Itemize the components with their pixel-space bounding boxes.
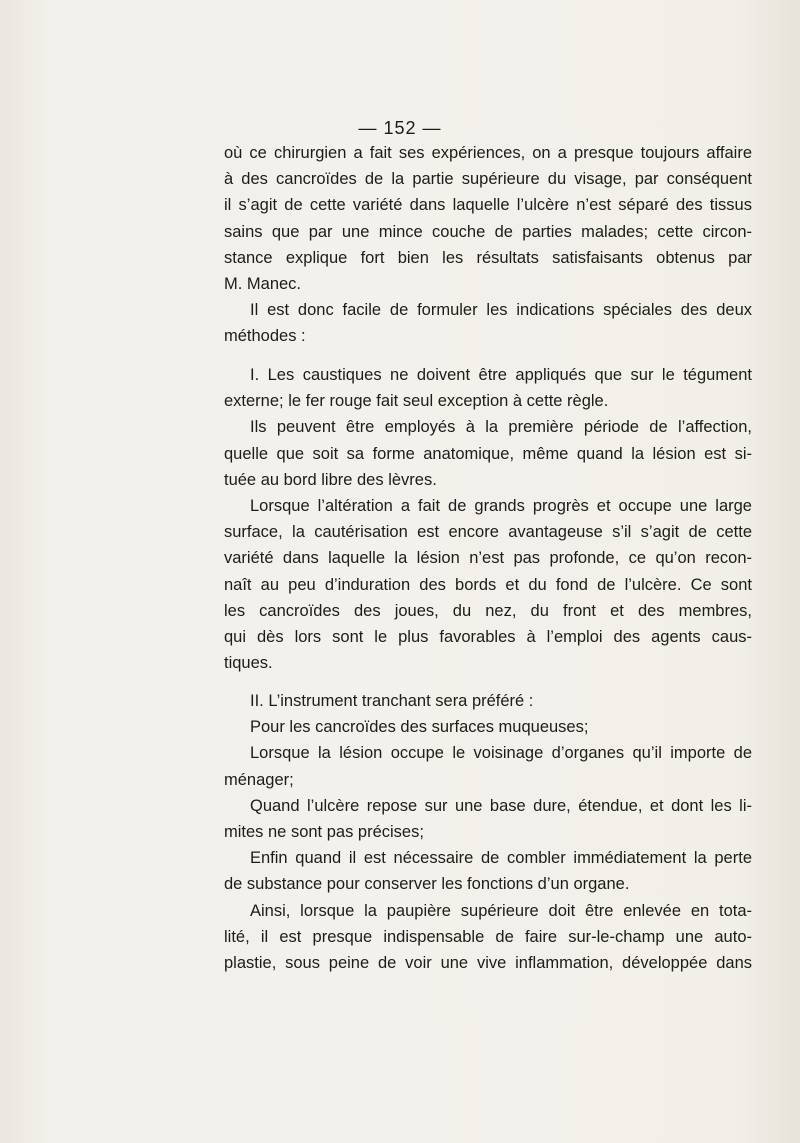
text-body (224, 140, 752, 350)
text-line: surface, la cautérisation est encore avantageuse s’il s’agit de cette (224, 523, 752, 542)
text-line: méthodes : (224, 327, 306, 346)
text-line: Ils peuvent être employés à la première période de l’affection, (250, 418, 752, 437)
text-line: les cancroïdes des joues, du nez, du front et des membres, (224, 601, 752, 620)
text-line: où ce chirurgien a fait ses expériences, on a presque toujours affaire (224, 144, 752, 162)
text-line: il s’agit de cette variété dans laquelle l’ulcère n’est séparé des tissus (224, 196, 752, 215)
text-line: Ainsi, lorsque la paupière supérieure doit être enlevée en tota- (250, 901, 752, 920)
text-line: quelle que soit sa forme anatomique, même quand la lésion est si- (224, 444, 752, 463)
text-line: M. Manec. (224, 274, 302, 293)
section-two (224, 688, 752, 976)
text-line: externe; le fer rouge fait seul exception à cette règle. (224, 392, 609, 411)
text-line: variété dans laquelle la lésion n’est pas profonde, ce qu’on recon- (224, 549, 752, 568)
text-line: Lorsque la lésion occupe le voisinage d’organes qu’il importe de (250, 744, 752, 763)
text-line: qui dès lors sont le plus favorables à l’emploi des agents caus- (224, 627, 752, 646)
text-line: plastie, sous peine de voir une vive inflammation, développée dans (224, 953, 752, 972)
page-number: — 152 — (358, 118, 442, 138)
text-line: naît au peu d’induration des bords et du fond de l’ulcère. Ce sont (224, 575, 752, 594)
text-line: sains que par une mince couche de parties malades; cette circon- (224, 222, 752, 241)
text-line: tiques. (224, 654, 273, 673)
text-line: Quand l’ulcère repose sur une base dure, étendue, et dont les li- (250, 796, 752, 815)
text-line: Pour les cancroïdes des surfaces muqueuses; (250, 718, 589, 737)
text-line: II. L’instrument tranchant sera préféré : (250, 692, 534, 710)
text-line: Lorsque l’altération a fait de grands progrès et occupe une large (250, 496, 752, 515)
text-line: Il est donc facile de formuler les indications spéciales des deux (250, 301, 752, 320)
text-line: mites ne sont pas précises; (224, 822, 424, 841)
section-one (224, 362, 752, 676)
text-line: I. Les caustiques ne doivent être appliqués que sur le tégument (250, 366, 752, 384)
text-line: stance explique fort bien les résultats satisfaisants obtenus par (224, 248, 752, 267)
text-line: ménager; (224, 770, 294, 789)
text-line: lité, il est presque indispensable de faire sur-le-champ une auto- (224, 927, 752, 946)
text-line: Enfin quand il est nécessaire de combler immédiatement la perte (250, 849, 752, 868)
text-line: à des cancroïdes de la partie supérieure du visage, par conséquent (224, 170, 752, 189)
text-line: tuée au bord libre des lèvres. (224, 470, 437, 489)
text-line: de substance pour conserver les fonctions d’un organe. (224, 875, 630, 894)
